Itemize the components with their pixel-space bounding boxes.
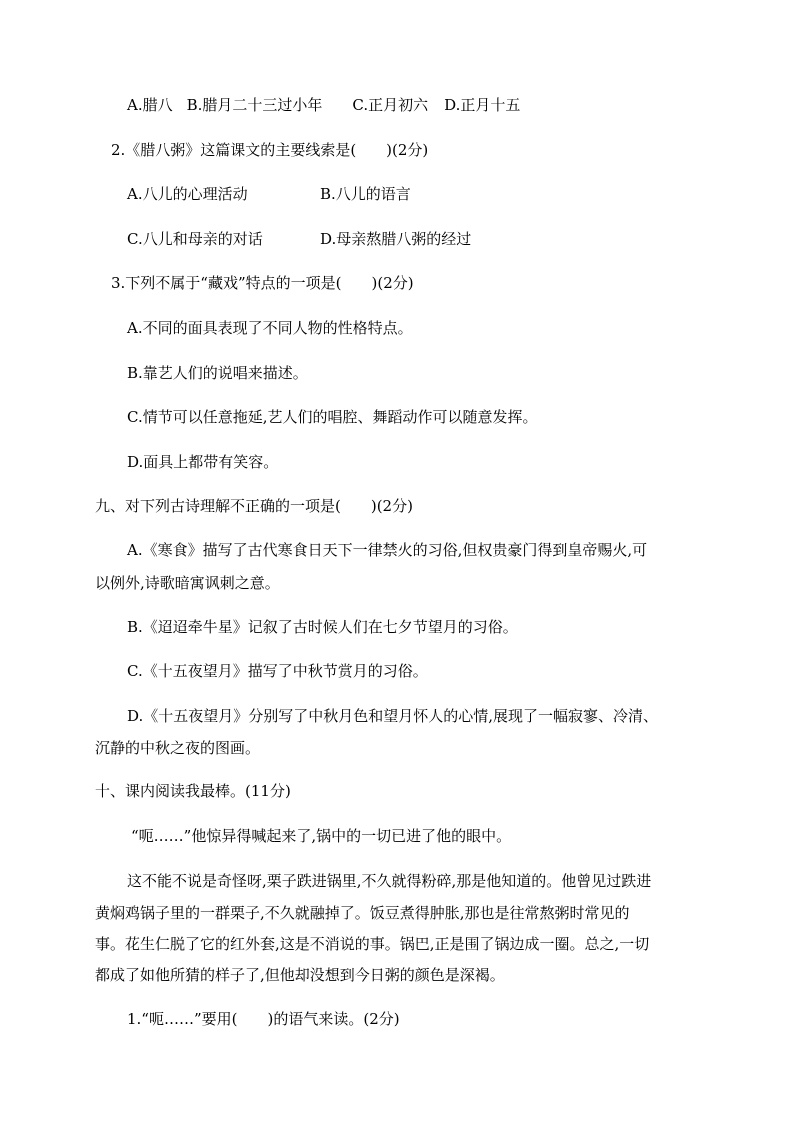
q3-option-b: B.靠艺人们的说唱来描述。 (127, 364, 308, 382)
q2-stem: 2.《腊八粥》这篇课文的主要线索是( )(2分) (111, 141, 429, 159)
passage-paragraph-2-line3: 事。花生仁脱了它的红外套,这是不消说的事。锅巴,正是围了锅边成一圈。总之,一切 (95, 935, 650, 953)
q3-stem: 3.下列不属于“藏戏”特点的一项是( )(2分) (111, 274, 414, 292)
q3-option-c: C.情节可以任意拖延,艺人们的唱腔、舞蹈动作可以随意发挥。 (127, 408, 538, 426)
section9-option-d-line2: 沉静的中秋之夜的图画。 (95, 739, 261, 757)
q2-options-row-2 (127, 228, 471, 250)
section9-option-c: C.《十五夜望月》描写了中秋节赏月的习俗。 (127, 662, 428, 680)
q1-option-d: D.正月十五 (444, 96, 521, 114)
section9-option-d-line1: D.《十五夜望月》分别写了中秋月色和望月怀人的心情,展现了一幅寂寥、冷清、 (127, 707, 659, 725)
q1-option-c: C.正月初六 (352, 96, 429, 114)
passage-paragraph-2-line1: 这不能不说是奇怪呀,栗子跌进锅里,不久就得粉碎,那是他知道的。他曾见过跌进 (127, 872, 652, 890)
q3-option-d: D.面具上都带有笑容。 (127, 453, 279, 471)
passage-paragraph-2-line2: 黄焖鸡锅子里的一群栗子,不久就融掉了。饭豆煮得肿胀,那也是往常熬粥时常见的 (95, 904, 630, 922)
section10-heading: 十、课内阅读我最棒。(11分) (95, 782, 291, 800)
section9-heading: 九、对下列古诗理解不正确的一项是( )(2分) (95, 497, 413, 515)
section9-option-a-line2: 以例外,诗歌暗寓讽刺之意。 (95, 574, 280, 592)
passage-paragraph-1: “呃……”他惊异得喊起来了,锅中的一切已进了他的眼中。 (131, 827, 512, 845)
q1-option-a: A.腊八 (127, 96, 173, 114)
passage-paragraph-2-line4: 都成了如他所猜的样子了,但他却没想到今日粥的颜色是深褐。 (95, 966, 505, 984)
q1-option-b: B.腊月二十三过小年 (186, 96, 323, 114)
q3-option-a: A.不同的面具表现了不同人物的性格特点。 (127, 319, 413, 337)
q2-options-row-1 (127, 183, 411, 205)
section10-question-1: 1.“呃……”要用( )的语气来读。(2分) (127, 1010, 400, 1028)
q1-options-row (127, 94, 520, 116)
section9-option-a-line1: A.《寒食》描写了古代寒食日天下一律禁火的习俗,但权贵豪门得到皇帝赐火,可 (127, 541, 648, 559)
section9-option-b: B.《迢迢牵牛星》记叙了古时候人们在七夕节望月的习俗。 (127, 618, 518, 636)
q2-option-b: B.八儿的语言 (320, 185, 411, 203)
q2-option-d: D.母亲熬腊八粥的经过 (320, 230, 472, 248)
q2-option-c: C.八儿和母亲的对话 (127, 230, 263, 248)
q2-option-a: A.八儿的心理活动 (127, 185, 248, 203)
